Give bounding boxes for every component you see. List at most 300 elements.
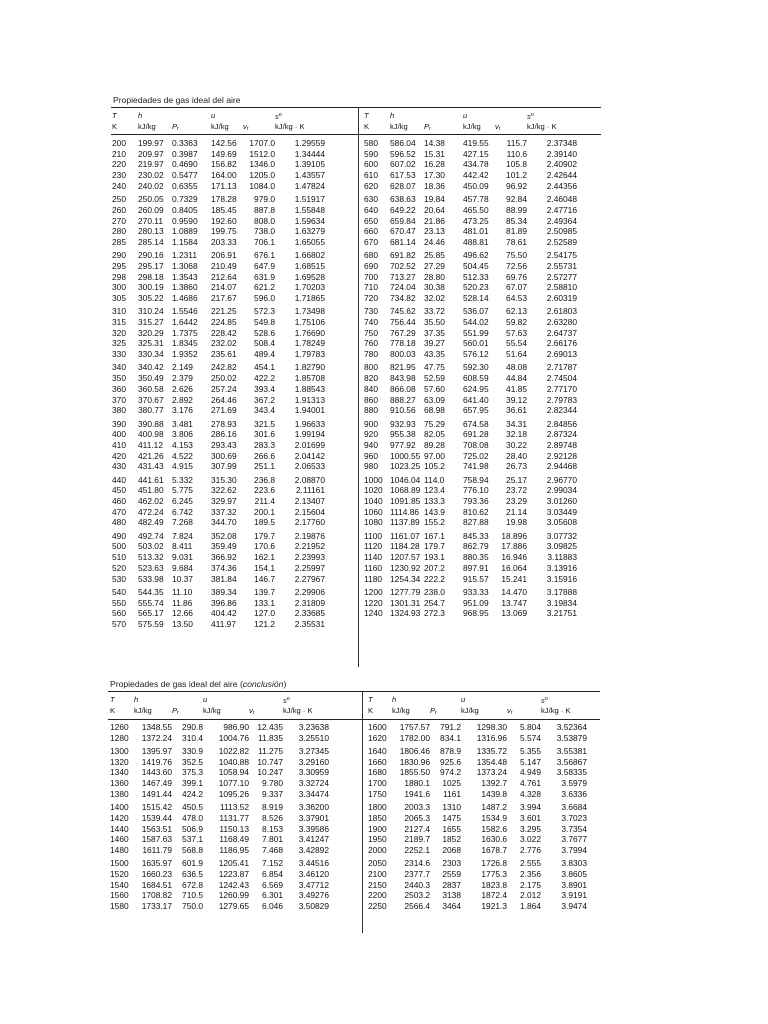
entropy-cell: 2.52589 — [546, 236, 577, 247]
header-unit-entropy: kJ/kg · K — [275, 122, 305, 131]
table-row — [112, 282, 325, 293]
relative-pressure-cell: 25.85 — [424, 250, 445, 261]
enthalpy-cell: 340.42 — [138, 362, 164, 373]
internal-energy-cell: 1131.77 — [219, 812, 249, 823]
internal-energy-cell: 1373.24 — [476, 767, 507, 778]
temperature-cell: 1080 — [364, 517, 383, 528]
internal-energy-cell: 359.49 — [211, 541, 237, 552]
table-row — [112, 395, 325, 406]
temperature-cell: 1800 — [368, 802, 387, 813]
temperature-cell: 520 — [112, 562, 126, 573]
temperature-cell: 410 — [112, 439, 126, 450]
temperature-cell: 1440 — [110, 823, 129, 834]
relative-volume-cell: 7.468 — [262, 844, 283, 855]
enthalpy-cell: 360.58 — [138, 383, 164, 394]
table-row — [364, 205, 577, 216]
enthalpy-cell: 1830.96 — [399, 756, 430, 767]
header-unit-K: K — [364, 122, 370, 131]
internal-energy-cell: 473.25 — [463, 215, 489, 226]
relative-pressure-cell: 143.9 — [424, 506, 445, 517]
header-cell-relative-pressure-symbol — [424, 111, 463, 121]
table-row — [112, 461, 325, 472]
relative-pressure-cell: 3.481 — [172, 418, 193, 429]
relative-volume-cell: 393.4 — [254, 383, 275, 394]
relative-pressure-cell: 11.10 — [172, 586, 193, 597]
entropy-cell: 1.51917 — [294, 194, 325, 205]
relative-pressure-cell: 2.149 — [172, 362, 193, 373]
relative-pressure-cell: 32.02 — [424, 293, 445, 304]
enthalpy-cell: 1419.76 — [141, 756, 172, 767]
relative-pressure-cell: 710.5 — [182, 890, 203, 901]
internal-energy-cell: 968.95 — [463, 608, 489, 619]
relative-volume-cell: 8.526 — [262, 812, 283, 823]
table-row — [112, 440, 325, 451]
table-row — [110, 813, 329, 824]
internal-energy-cell: 536.07 — [463, 306, 489, 317]
header-cell-internal-energy-symbol — [463, 111, 495, 121]
entropy-cell: 1.68515 — [294, 260, 325, 271]
relative-pressure-cell: 207.2 — [424, 562, 445, 573]
enthalpy-cell: 230.02 — [138, 170, 164, 181]
table-row — [364, 485, 577, 496]
entropy-cell: 3.50829 — [298, 901, 329, 912]
table-row — [112, 485, 325, 496]
internal-energy-cell: 810.62 — [463, 506, 489, 517]
relative-pressure-cell: 506.9 — [182, 823, 203, 834]
table-row — [364, 349, 577, 360]
table-row — [112, 541, 325, 552]
relative-volume-cell: 1346.0 — [249, 159, 275, 170]
enthalpy-cell: 575.59 — [138, 618, 164, 629]
entropy-cell: 3.9191 — [561, 890, 587, 901]
relative-volume-cell: 25.17 — [506, 474, 527, 485]
relative-volume-cell: 115.7 — [506, 138, 527, 148]
temperature-cell: 240 — [112, 180, 126, 191]
entropy-cell: 3.30959 — [298, 767, 329, 778]
internal-energy-cell: 212.64 — [211, 271, 237, 282]
header-unit-internal-energy: kJ/kg — [463, 122, 481, 131]
internal-energy-cell: 293.43 — [211, 439, 237, 450]
internal-energy-cell: 164.00 — [211, 170, 237, 181]
relative-pressure-cell: 47.75 — [424, 362, 445, 373]
internal-energy-cell: 442.42 — [463, 170, 489, 181]
internal-energy-cell: 389.34 — [211, 586, 237, 597]
internal-energy-cell: 1186.95 — [219, 844, 249, 855]
internal-energy-cell: 344.70 — [211, 517, 237, 528]
temperature-cell: 1560 — [110, 890, 129, 901]
header-cell-relative-volume-unit — [495, 121, 527, 134]
enthalpy-cell: 370.67 — [138, 394, 164, 405]
enthalpy-cell: 1443.60 — [141, 767, 172, 778]
entropy-cell: 1.65055 — [294, 236, 325, 247]
internal-energy-cell: 203.33 — [211, 236, 237, 247]
relative-volume-cell: 422.2 — [254, 373, 275, 384]
temperature-cell: 390 — [112, 418, 126, 429]
enthalpy-cell: 441.61 — [138, 474, 164, 485]
enthalpy-cell: 778.18 — [390, 338, 416, 349]
header-cell-internal-energy-unit — [203, 705, 249, 718]
table-row — [110, 800, 329, 813]
internal-energy-cell: 845.33 — [463, 530, 489, 541]
entropy-cell: 3.6336 — [561, 788, 587, 799]
temperature-cell: 560 — [112, 608, 126, 619]
entropy-cell: 2.63280 — [546, 317, 577, 328]
internal-energy-cell: 1678.7 — [481, 844, 507, 855]
data-table-right-part2 — [368, 722, 587, 912]
relative-volume-cell: 3.601 — [520, 812, 541, 823]
table-row — [364, 373, 577, 384]
internal-energy-cell: 149.69 — [211, 148, 237, 159]
temperature-cell: 1300 — [110, 746, 129, 756]
header-relative-pressure-symbol: P — [172, 122, 178, 131]
enthalpy-cell: 932.93 — [390, 418, 416, 429]
enthalpy-cell: 1635.97 — [141, 858, 172, 869]
relative-volume-cell: 62.13 — [506, 306, 527, 317]
enthalpy-cell: 533.98 — [138, 573, 164, 584]
temperature-cell: 1140 — [364, 552, 383, 563]
internal-energy-cell: 862.79 — [463, 541, 489, 552]
header-unit-enthalpy: kJ/kg — [390, 122, 408, 131]
entropy-cell: 3.32724 — [298, 778, 329, 789]
relative-pressure-cell: 1161 — [442, 788, 461, 799]
relative-pressure-cell: 27.29 — [424, 260, 445, 271]
relative-pressure-cell: 1.5546 — [172, 306, 198, 317]
temperature-cell: 320 — [112, 327, 126, 338]
entropy-cell: 3.15916 — [546, 573, 577, 584]
entropy-cell: 1.91313 — [294, 394, 325, 405]
enthalpy-cell: 1348.55 — [141, 722, 172, 732]
temperature-cell: 1600 — [368, 722, 387, 732]
relative-volume-cell: 189.5 — [254, 517, 275, 528]
table-row — [110, 880, 329, 891]
header-cell-temperature-symbol — [112, 111, 138, 121]
enthalpy-cell: 1301.31 — [390, 597, 421, 608]
temperature-cell: 1540 — [110, 879, 129, 890]
relative-volume-cell: 10.747 — [257, 756, 283, 767]
header-unit-entropy: kJ/kg · K — [541, 706, 571, 715]
header-entropy-symbol: s — [527, 112, 531, 121]
relative-pressure-cell: 179.7 — [424, 541, 445, 552]
relative-volume-cell: 11.275 — [258, 746, 283, 756]
enthalpy-cell: 390.88 — [138, 418, 164, 429]
relative-volume-cell: 26.73 — [506, 461, 527, 472]
relative-volume-cell: 2.356 — [520, 868, 541, 879]
temperature-cell: 440 — [112, 474, 126, 485]
entropy-cell: 2.31809 — [294, 597, 325, 608]
entropy-cell: 3.13916 — [546, 562, 577, 573]
relative-pressure-cell: 3.806 — [172, 429, 193, 440]
column-divider — [358, 107, 359, 667]
entropy-cell: 2.64737 — [546, 327, 577, 338]
relative-volume-cell: 48.08 — [506, 362, 527, 373]
entropy-cell: 2.01699 — [294, 439, 325, 450]
relative-pressure-cell: 4.153 — [172, 439, 193, 450]
relative-volume-cell: 1205.0 — [249, 170, 275, 181]
relative-volume-cell: 39.12 — [506, 394, 527, 405]
relative-volume-cell: 18.896 — [501, 530, 527, 541]
relative-volume-cell: 266.6 — [254, 450, 275, 461]
internal-energy-cell: 1298.30 — [476, 722, 507, 732]
relative-pressure-cell: 13.50 — [172, 618, 193, 629]
temperature-cell: 1620 — [368, 732, 387, 743]
relative-volume-cell: 32.18 — [506, 429, 527, 440]
relative-volume-cell: 92.84 — [506, 194, 527, 205]
entropy-cell: 2.42644 — [546, 170, 577, 181]
header-relative-volume-subscript: r — [510, 710, 513, 716]
relative-pressure-cell: 23.13 — [424, 226, 445, 237]
relative-pressure-cell: 3464 — [442, 901, 461, 912]
relative-pressure-cell: 1475 — [442, 812, 461, 823]
temperature-cell: 250 — [112, 194, 126, 205]
temperature-cell: 295 — [112, 260, 126, 271]
temperature-cell: 1580 — [110, 901, 129, 912]
enthalpy-cell: 310.24 — [138, 306, 164, 317]
relative-volume-cell: 15.241 — [501, 573, 527, 584]
relative-volume-cell: 211.4 — [254, 496, 275, 507]
temperature-cell: 680 — [364, 250, 378, 261]
enthalpy-cell: 1324.93 — [390, 608, 421, 619]
internal-energy-cell: 465.50 — [463, 204, 489, 215]
entropy-cell: 3.27345 — [298, 746, 329, 756]
temperature-cell: 340 — [112, 362, 126, 373]
entropy-cell: 3.19834 — [546, 597, 577, 608]
table-row — [112, 216, 325, 227]
header-relative-pressure-symbol: P — [424, 122, 430, 131]
relative-volume-cell: 887.8 — [254, 204, 275, 215]
header-entropy-symbol: s — [283, 696, 287, 705]
enthalpy-cell: 1277.79 — [390, 586, 421, 597]
relative-pressure-cell: 1655 — [442, 823, 461, 834]
temperature-cell: 325 — [112, 338, 126, 349]
entropy-cell: 2.71787 — [546, 362, 577, 373]
relative-volume-cell: 64.53 — [506, 293, 527, 304]
header-right-part1 — [364, 111, 577, 134]
header-relative-pressure-symbol: P — [430, 706, 436, 715]
temperature-cell: 1020 — [364, 485, 383, 496]
relative-pressure-cell: 35.50 — [424, 317, 445, 328]
internal-energy-cell: 381.84 — [211, 573, 237, 584]
internal-energy-cell: 897.91 — [463, 562, 489, 573]
relative-volume-cell: 51.64 — [506, 349, 527, 360]
enthalpy-cell: 544.35 — [138, 586, 164, 597]
relative-volume-cell: 170.6 — [254, 541, 275, 552]
temperature-cell: 900 — [364, 418, 378, 429]
entropy-cell: 3.55381 — [556, 746, 587, 756]
internal-energy-cell: 488.81 — [463, 236, 489, 247]
internal-energy-cell: 1095.26 — [218, 788, 249, 799]
table-row — [112, 226, 325, 237]
relative-volume-cell: 19.98 — [506, 517, 527, 528]
relative-volume-cell: 59.82 — [506, 317, 527, 328]
temperature-cell: 1900 — [368, 823, 387, 834]
table-row — [364, 395, 577, 406]
table-row — [364, 563, 577, 574]
table-row — [364, 384, 577, 395]
internal-energy-cell: 250.02 — [211, 373, 237, 384]
internal-energy-cell: 608.59 — [463, 373, 489, 384]
table-row — [364, 472, 577, 485]
table-row — [112, 181, 325, 192]
temperature-cell: 1700 — [368, 778, 387, 789]
internal-energy-cell: 1242.43 — [218, 879, 249, 890]
relative-pressure-cell: 193.1 — [424, 552, 445, 563]
relative-volume-cell: 236.8 — [254, 474, 275, 485]
relative-pressure-cell: 30.38 — [424, 282, 445, 293]
internal-energy-cell: 758.94 — [463, 474, 489, 485]
temperature-cell: 530 — [112, 573, 126, 584]
entropy-cell: 2.55731 — [546, 260, 577, 271]
table-row — [368, 845, 587, 856]
relative-pressure-cell: 1.6442 — [172, 317, 198, 328]
relative-pressure-cell: 0.4690 — [172, 159, 198, 170]
relative-pressure-cell: 1.8345 — [172, 338, 198, 349]
header-unit-enthalpy: kJ/kg — [134, 706, 152, 715]
relative-volume-cell: 621.2 — [254, 282, 275, 293]
temperature-cell: 730 — [364, 306, 378, 317]
relative-pressure-cell: 310.4 — [182, 732, 203, 743]
enthalpy-cell: 472.24 — [138, 506, 164, 517]
internal-energy-cell: 1168.49 — [219, 834, 249, 845]
entropy-cell: 1.78249 — [294, 338, 325, 349]
temperature-cell: 1280 — [110, 732, 129, 743]
table-row — [368, 856, 587, 869]
internal-energy-cell: 271.69 — [211, 405, 237, 416]
temperature-cell: 920 — [364, 429, 378, 440]
relative-pressure-cell: 14.38 — [424, 138, 445, 148]
internal-energy-cell: 504.45 — [463, 260, 489, 271]
internal-energy-cell: 576.12 — [463, 349, 489, 360]
relative-pressure-cell: 352.5 — [182, 756, 203, 767]
relative-pressure-cell: 6.742 — [172, 506, 193, 517]
relative-pressure-cell: 0.6355 — [172, 180, 198, 191]
table-row — [110, 733, 329, 744]
enthalpy-cell: 2065.3 — [404, 812, 430, 823]
table-row — [112, 472, 325, 485]
header-cell-enthalpy-unit — [390, 121, 424, 134]
temperature-cell: 420 — [112, 450, 126, 461]
relative-pressure-cell: 105.2 — [424, 461, 445, 472]
table-row — [112, 563, 325, 574]
entropy-cell: 2.33685 — [294, 608, 325, 619]
data-table-left-part1 — [112, 138, 325, 630]
enthalpy-cell: 1587.63 — [141, 834, 172, 845]
relative-pressure-cell: 1852 — [442, 834, 461, 845]
entropy-cell: 3.21751 — [546, 608, 577, 619]
header-relative-volume-symbol: v — [495, 122, 499, 131]
entropy-cell: 2.29906 — [294, 586, 325, 597]
entropy-cell: 3.09825 — [546, 541, 577, 552]
temperature-cell: 1850 — [368, 812, 387, 823]
relative-volume-cell: 34.31 — [506, 418, 527, 429]
table-row — [364, 440, 577, 451]
internal-energy-cell: 286.16 — [211, 429, 237, 440]
table-row — [364, 608, 577, 619]
enthalpy-cell: 691.82 — [390, 250, 416, 261]
internal-energy-cell: 1260.99 — [218, 890, 249, 901]
entropy-cell: 3.29160 — [298, 756, 329, 767]
relative-pressure-cell: 399.1 — [182, 778, 203, 789]
entropy-cell: 2.47716 — [546, 204, 577, 215]
entropy-cell: 1.69528 — [294, 271, 325, 282]
temperature-cell: 710 — [364, 282, 378, 293]
enthalpy-cell: 320.29 — [138, 327, 164, 338]
temperature-cell: 285 — [112, 236, 126, 247]
relative-pressure-cell: 5.332 — [172, 474, 193, 485]
enthalpy-cell: 670.47 — [390, 226, 416, 237]
enthalpy-cell: 290.16 — [138, 250, 164, 261]
header-unit-K: K — [110, 706, 116, 715]
relative-pressure-cell: 4.915 — [172, 461, 193, 472]
entropy-cell: 2.87324 — [546, 429, 577, 440]
relative-volume-cell: 200.1 — [254, 506, 275, 517]
relative-volume-cell: 301.6 — [254, 429, 275, 440]
internal-energy-cell: 986.90 — [223, 722, 249, 732]
relative-pressure-cell: 1.1584 — [172, 236, 198, 247]
table-row — [112, 248, 325, 261]
internal-energy-cell: 232.02 — [211, 338, 237, 349]
temperature-cell: 1400 — [110, 802, 129, 813]
data-table-right-part1 — [364, 138, 577, 619]
relative-volume-cell: 69.76 — [506, 271, 527, 282]
data-table-left-part2 — [110, 722, 329, 912]
enthalpy-cell: 421.26 — [138, 450, 164, 461]
header-rule-part2 — [108, 719, 600, 720]
header-enthalpy-symbol: h — [134, 695, 139, 704]
relative-pressure-cell: 15.31 — [424, 148, 445, 159]
enthalpy-cell: 199.97 — [138, 138, 164, 148]
internal-energy-cell: 1439.8 — [481, 788, 507, 799]
entropy-cell: 2.21952 — [294, 541, 325, 552]
internal-energy-cell: 178.28 — [211, 194, 237, 205]
header-cell-relative-pressure-unit — [172, 705, 203, 718]
relative-pressure-cell: 28.80 — [424, 271, 445, 282]
relative-volume-cell: 1707.0 — [249, 138, 275, 148]
header-cell-relative-volume-unit — [243, 121, 275, 134]
entropy-cell: 3.25510 — [298, 732, 329, 743]
header-relative-pressure-subscript: r — [435, 710, 437, 716]
entropy-cell: 2.15604 — [294, 506, 325, 517]
relative-pressure-cell: 290.8 — [182, 722, 203, 732]
enthalpy-cell: 1372.24 — [141, 732, 172, 743]
enthalpy-cell: 2127.4 — [404, 823, 430, 834]
enthalpy-cell: 800.03 — [390, 349, 416, 360]
internal-energy-cell: 1223.87 — [218, 868, 249, 879]
enthalpy-cell: 565.17 — [138, 608, 164, 619]
header-cell-enthalpy-symbol — [138, 111, 172, 121]
temperature-cell: 1420 — [110, 812, 129, 823]
header-internal-energy-symbol: u — [461, 695, 466, 704]
header-cell-relative-volume-symbol — [249, 695, 283, 705]
enthalpy-cell: 1091.85 — [390, 496, 421, 507]
enthalpy-cell: 2003.3 — [404, 802, 430, 813]
enthalpy-cell: 1114.86 — [390, 506, 420, 517]
relative-volume-cell: 572.3 — [254, 306, 275, 317]
table-row — [112, 272, 325, 283]
internal-energy-cell: 827.88 — [463, 517, 489, 528]
entropy-cell: 2.69013 — [546, 349, 577, 360]
table-row — [112, 584, 325, 597]
table-row — [110, 743, 329, 756]
internal-energy-cell: 450.09 — [463, 180, 489, 191]
relative-pressure-cell: 33.72 — [424, 306, 445, 317]
entropy-cell: 1.82790 — [294, 362, 325, 373]
relative-volume-cell: 8.153 — [262, 823, 283, 834]
relative-pressure-cell: 1025 — [442, 778, 461, 789]
enthalpy-cell: 250.05 — [138, 194, 164, 205]
header-cell-temperature-symbol — [368, 695, 392, 705]
internal-energy-cell: 352.08 — [211, 530, 237, 541]
enthalpy-cell: 1733.17 — [141, 901, 172, 912]
